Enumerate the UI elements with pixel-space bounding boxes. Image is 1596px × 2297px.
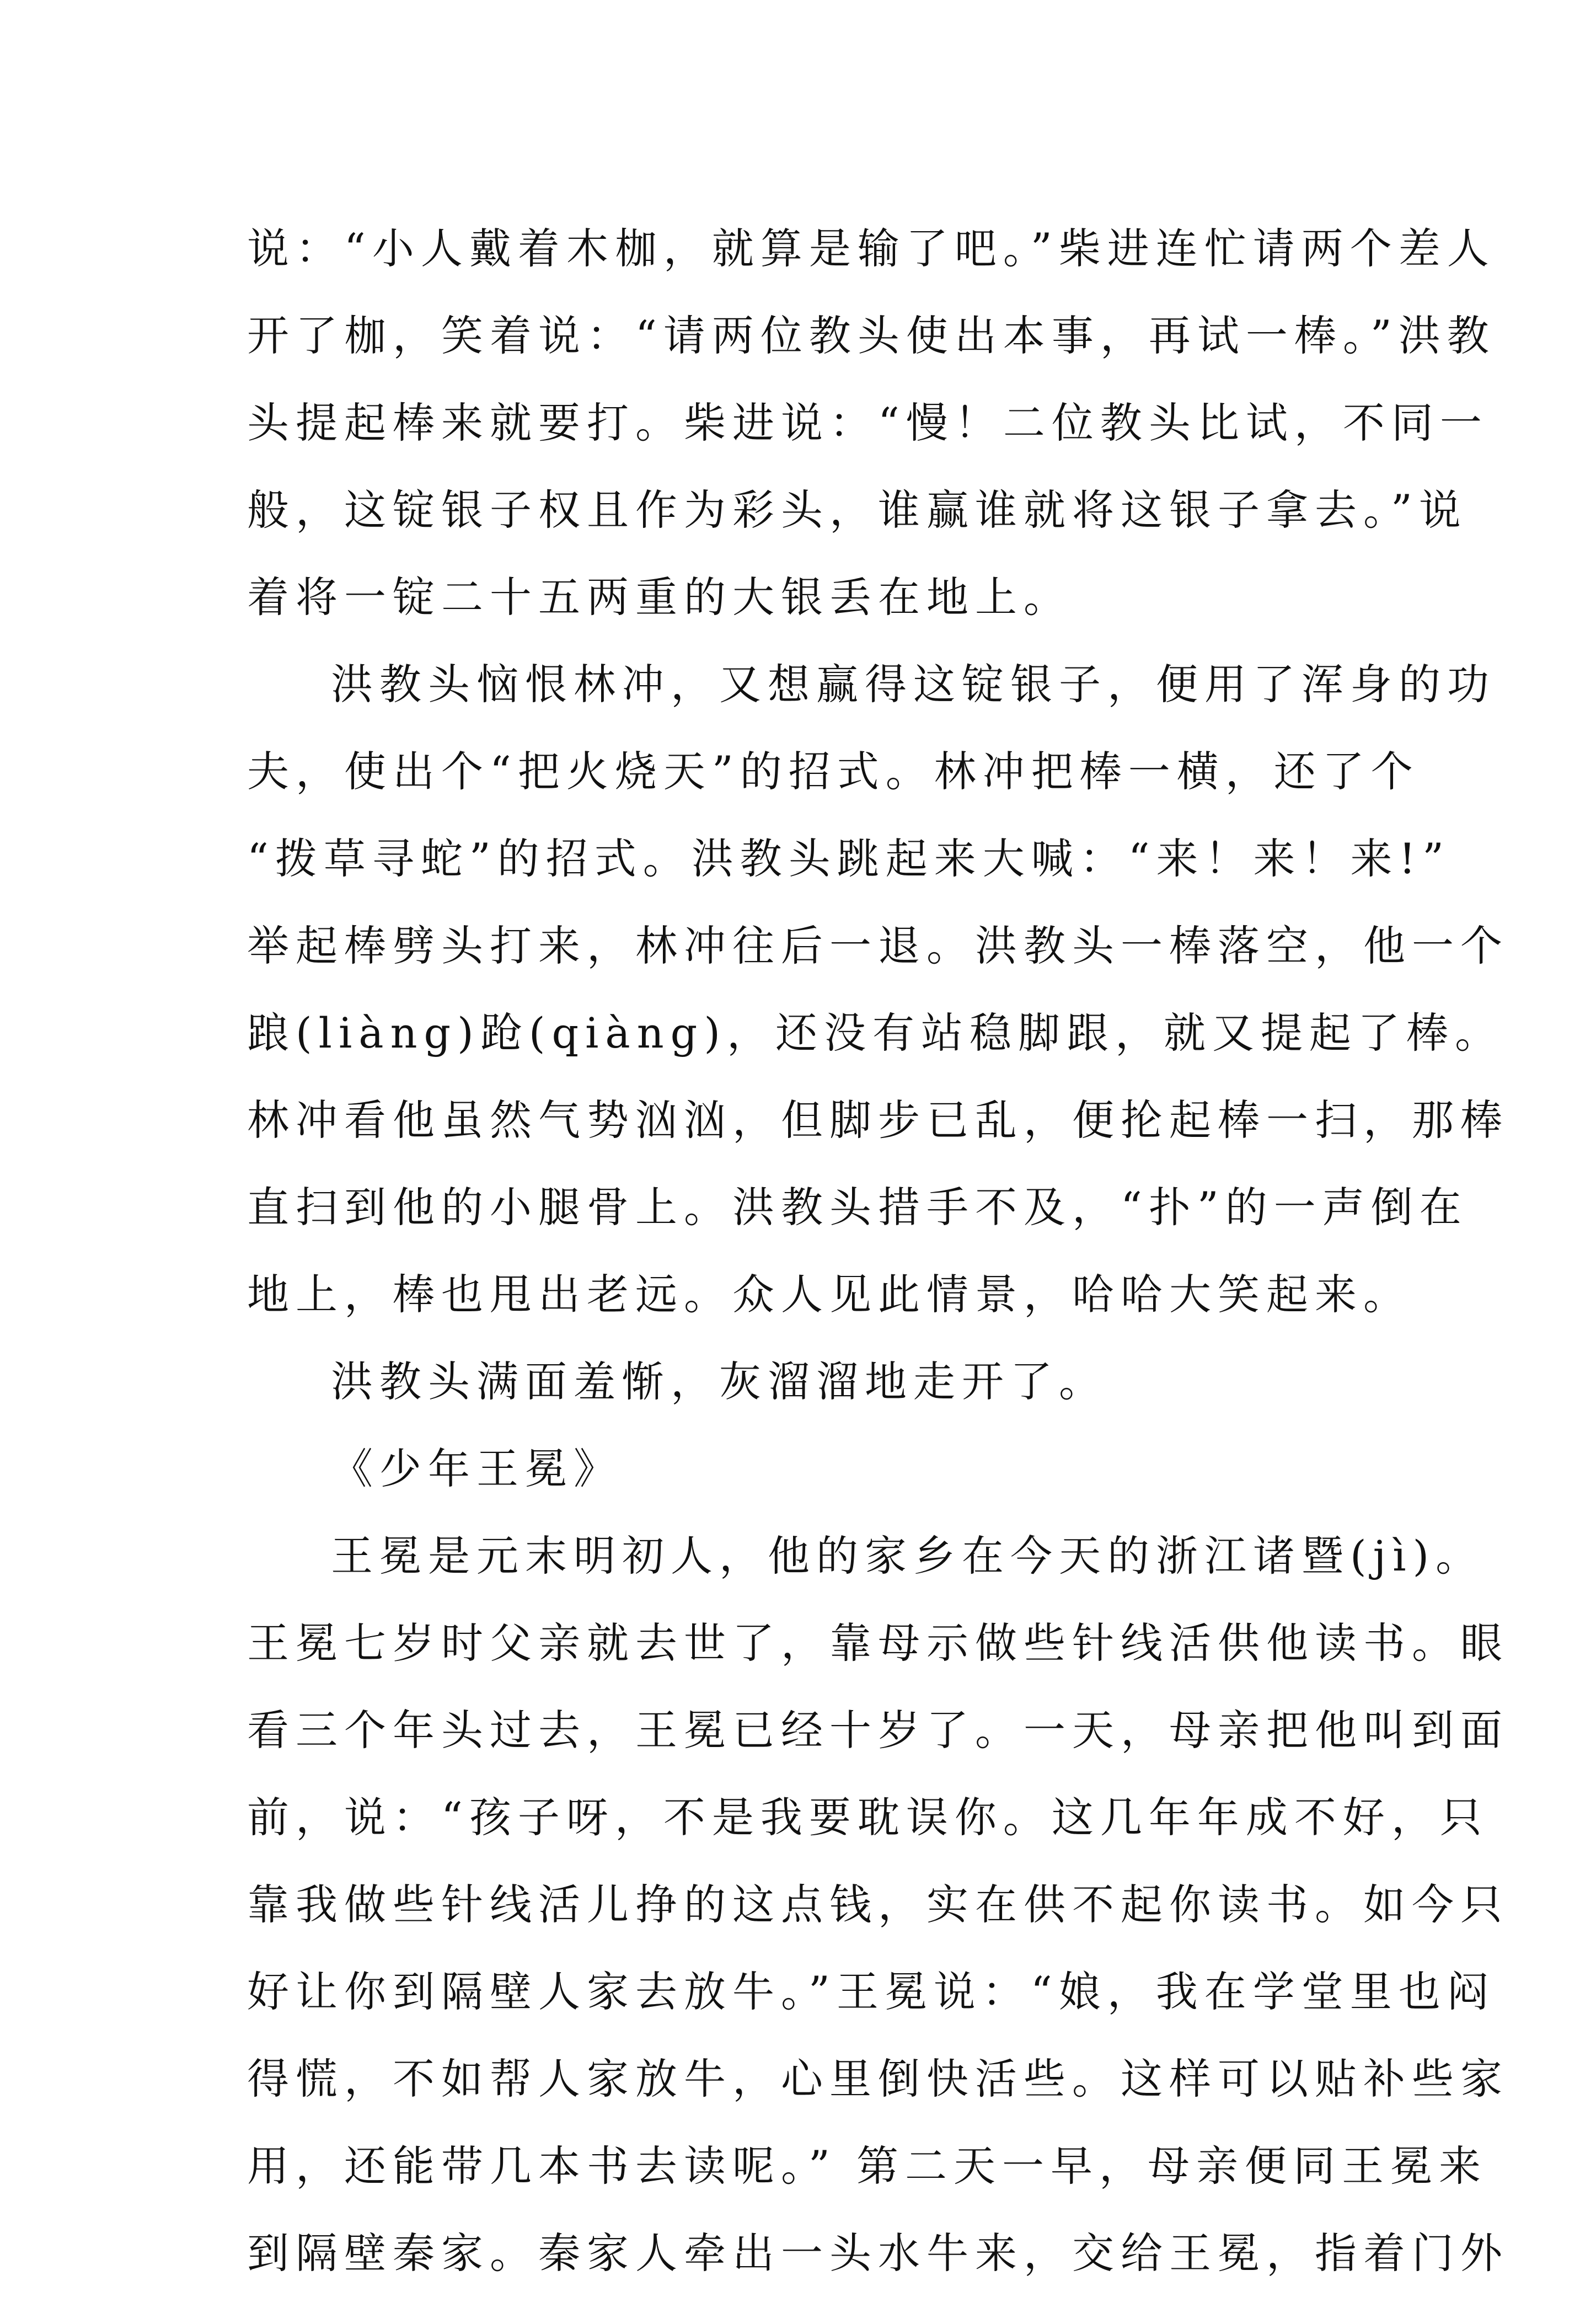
text-line: 得慌，不如帮人家放牛，心里倒快活些。这样可以贴补些家 bbox=[247, 2054, 1509, 2103]
text-line: 看三个年头过去，王冕已经十岁了。一天，母亲把他叫到面 bbox=[247, 1706, 1509, 1755]
text-line: 举起棒劈头打来，林冲往后一退。洪教头一棒落空，他一个 bbox=[247, 921, 1509, 970]
text-line: 夫，使出个“把火烧天”的招式。林冲把棒一横，还了个 bbox=[247, 747, 1420, 796]
text-line: 林冲看他虽然气势汹汹，但脚步已乱，便抡起棒一扫，那棒 bbox=[247, 1096, 1509, 1145]
document-body bbox=[247, 205, 1509, 2297]
text-line: 靠我做些针线活儿挣的这点钱，实在供不起你读书。如今只 bbox=[247, 1880, 1509, 1929]
text-line: 头提起棒来就要打。柴进说：“慢！二位教头比试，不同一 bbox=[247, 398, 1488, 447]
text-line: 说：“小人戴着木枷，就算是输了吧。”柴进连忙请两个差人 bbox=[247, 224, 1496, 273]
text-line: 好让你到隔壁人家去放牛。”王冕说：“娘，我在学堂里也闷 bbox=[247, 1967, 1496, 2016]
text-line: 地上，棒也甩出老远。众人见此情景，哈哈大笑起来。 bbox=[247, 1270, 1412, 1319]
text-line: 开了枷，笑着说：“请两位教头使出本事，再试一棒。”洪教 bbox=[247, 311, 1496, 360]
section-title: 《少年王冕》 bbox=[331, 1444, 622, 1493]
text-line: 王冕是元末明初人，他的家乡在今天的浙江诸暨(jì)。 bbox=[331, 1531, 1485, 1580]
text-line: 踉(liàng)跄(qiàng)，还没有站稳脚跟，就又提起了棒。 bbox=[247, 1008, 1503, 1057]
text-line: “拨草寻蛇”的招式。洪教头跳起来大喊：“来！来！来!” bbox=[247, 834, 1450, 883]
text-line: 般，这锭银子权且作为彩头，谁赢谁就将这银子拿去。”说 bbox=[247, 485, 1468, 535]
text-line: 洪教头恼恨林冲，又想赢得这锭银子，便用了浑身的功 bbox=[331, 660, 1496, 709]
text-line: 着将一锭二十五两重的大银丢在地上。 bbox=[247, 573, 1072, 622]
text-line: 直扫到他的小腿骨上。洪教头措手不及，“扑”的一声倒在 bbox=[247, 1183, 1468, 1232]
text-line: 洪教头满面羞惭，灰溜溜地走开了。 bbox=[331, 1357, 1107, 1406]
text-line: 用，还能带几本书去读呢。” 第二天一早，母亲便同王冕来 bbox=[247, 2141, 1488, 2191]
text-line: 前，说：“孩子呀，不是我要耽误你。这几年年成不好，只 bbox=[247, 1793, 1488, 1842]
text-line: 到隔壁秦家。秦家人牵出一头水牛来，交给王冕，指着门外 bbox=[247, 2229, 1509, 2278]
text-line: 王冕七岁时父亲就去世了，靠母示做些针线活供他读书。眼 bbox=[247, 1618, 1509, 1668]
